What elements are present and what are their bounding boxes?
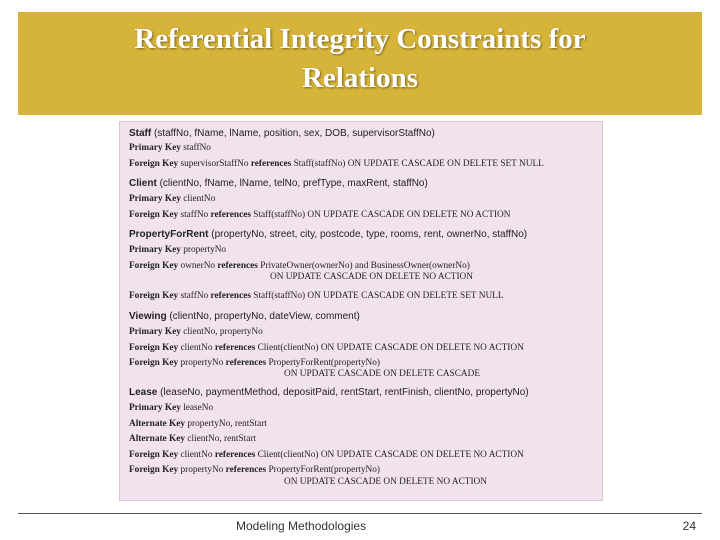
key-reference: Client(clientNo) ON UPDATE CASCADE ON DELETE NO ACTION: [257, 343, 524, 353]
client-relation: [129, 178, 428, 189]
lease-foreign-key-client: [129, 450, 524, 460]
key-reference: PropertyForRent(propertyNo): [268, 358, 380, 368]
relation-name: Client: [129, 178, 157, 189]
footer-divider: [18, 513, 702, 514]
relation-attributes: (staffNo, fName, lName, position, sex, DOB, supervisorStaffNo): [154, 128, 435, 139]
key-column: supervisorStaffNo: [180, 159, 249, 169]
key-label: Primary Key: [129, 143, 181, 153]
references-keyword: references: [217, 261, 258, 271]
propertyforrent-foreign-key-owner: [129, 261, 470, 271]
relation-name: Staff: [129, 128, 152, 139]
staff-relation: [129, 128, 435, 139]
lease-foreign-key-property-continuation: ON UPDATE CASCADE ON DELETE NO ACTION: [284, 477, 487, 487]
propertyforrent-foreign-key-staff: [129, 291, 504, 301]
key-label: Alternate Key: [129, 419, 186, 429]
slide-title: [18, 20, 702, 98]
key-label: Foreign Key: [129, 261, 179, 271]
relation-name: Viewing: [129, 311, 167, 322]
propertyforrent-relation: [129, 229, 527, 240]
client-foreign-key: [129, 210, 510, 220]
key-value: clientNo, rentStart: [187, 434, 257, 444]
key-label: Primary Key: [129, 327, 181, 337]
references-keyword: references: [225, 358, 267, 368]
client-primary-key: [129, 194, 215, 204]
references-keyword: references: [210, 291, 251, 301]
staff-foreign-key: [129, 159, 544, 169]
relation-attributes: (leaseNo, paymentMethod, depositPaid, rentStart, rentFinish, clientNo, propertyNo): [160, 387, 529, 398]
viewing-relation: [129, 311, 360, 322]
key-value: propertyNo: [183, 245, 227, 255]
propertyforrent-foreign-key-owner-continuation: ON UPDATE CASCADE ON DELETE NO ACTION: [270, 272, 473, 282]
key-label: Foreign Key: [129, 450, 179, 460]
relation-attributes: (clientNo, propertyNo, dateView, comment): [169, 311, 360, 322]
relation-name: PropertyForRent: [129, 229, 209, 240]
lease-primary-key: [129, 403, 213, 413]
key-label: Foreign Key: [129, 210, 179, 220]
viewing-foreign-key-property: [129, 358, 380, 368]
key-label: Foreign Key: [129, 358, 179, 368]
key-reference: Staff(staffNo) ON UPDATE CASCADE ON DELETE NO ACTION: [253, 210, 511, 220]
relation-name: Lease: [129, 387, 158, 398]
key-label: Foreign Key: [129, 291, 179, 301]
key-label: Primary Key: [129, 403, 181, 413]
lease-alternate-key-client: [129, 434, 256, 444]
key-label: Foreign Key: [129, 343, 179, 353]
references-keyword: references: [214, 450, 256, 460]
key-column: ownerNo: [180, 261, 216, 271]
key-label: Alternate Key: [129, 434, 186, 444]
slide-title-line2: Relations: [302, 62, 418, 94]
key-column: staffNo: [180, 210, 209, 220]
key-value: clientNo, propertyNo: [183, 327, 263, 337]
slide-title-line1: Referential Integrity Constraints for: [134, 23, 586, 55]
references-keyword: references: [225, 465, 267, 475]
key-label: Foreign Key: [129, 465, 179, 475]
viewing-foreign-key-client: [129, 343, 524, 353]
key-reference: PropertyForRent(propertyNo): [268, 465, 380, 475]
page-number: 24: [682, 519, 696, 533]
lease-relation: [129, 387, 529, 398]
staff-primary-key: [129, 143, 211, 153]
relation-attributes: (propertyNo, street, city, postcode, type, rooms, rent, ownerNo, staffNo): [211, 229, 528, 240]
key-column: propertyNo: [180, 358, 224, 368]
key-column: staffNo: [180, 291, 209, 301]
schema-panel: [119, 121, 603, 501]
key-reference: Staff(staffNo) ON UPDATE CASCADE ON DELETE SET NULL: [253, 291, 504, 301]
relation-attributes: (clientNo, fName, lName, telNo, prefType, maxRent, staffNo): [159, 178, 428, 189]
key-value: staffNo: [183, 143, 211, 153]
references-keyword: references: [210, 210, 251, 220]
lease-foreign-key-property: [129, 465, 380, 475]
viewing-primary-key: [129, 327, 263, 337]
key-value: clientNo: [183, 194, 216, 204]
key-label: Primary Key: [129, 194, 181, 204]
key-reference: Staff(staffNo) ON UPDATE CASCADE ON DELETE SET NULL: [293, 159, 544, 169]
propertyforrent-primary-key: [129, 245, 226, 255]
key-column: clientNo: [180, 343, 213, 353]
key-label: Foreign Key: [129, 159, 179, 169]
key-label: Primary Key: [129, 245, 181, 255]
key-column: clientNo: [180, 450, 213, 460]
references-keyword: references: [214, 343, 256, 353]
key-value: leaseNo: [183, 403, 214, 413]
key-reference: Client(clientNo) ON UPDATE CASCADE ON DELETE NO ACTION: [257, 450, 524, 460]
footer-label: Modeling Methodologies: [236, 519, 367, 533]
references-keyword: references: [250, 159, 292, 169]
key-value: propertyNo, rentStart: [187, 419, 267, 429]
viewing-foreign-key-property-continuation: ON UPDATE CASCADE ON DELETE CASCADE: [284, 369, 481, 379]
key-column: propertyNo: [180, 465, 224, 475]
key-reference: PrivateOwner(ownerNo) and BusinessOwner(ownerNo): [260, 261, 470, 271]
lease-alternate-key-property: [129, 419, 267, 429]
